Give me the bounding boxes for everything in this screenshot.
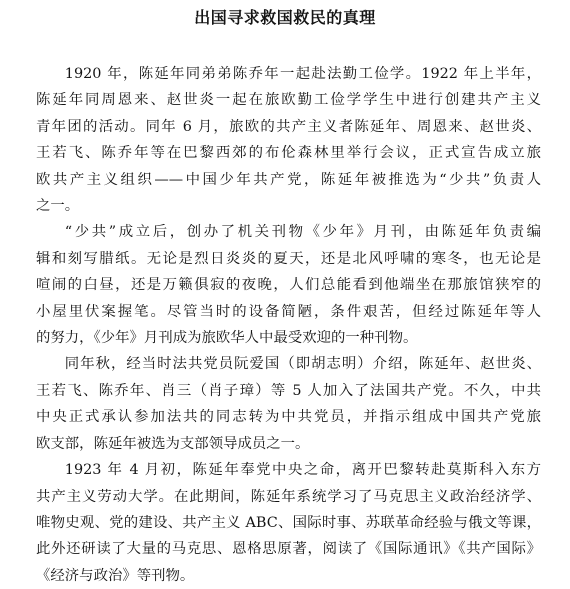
- paragraph-2: [36, 219, 541, 351]
- text-line: 共产主义劳动大学。在此期间，陈延年系统学习了马克思主义政治经济学、: [36, 488, 541, 505]
- text-line: 喧闹的白昼，还是万籁俱寂的夜晚，人们总能看到他端坐在那旅馆狭窄的: [36, 277, 541, 294]
- text-line: 欧共产主义组织——中国少年共产党，陈延年被推选为“少共”负责人: [36, 171, 541, 188]
- text-line: 王若飞、陈乔年等在巴黎西郊的布伦森林里举行会议，正式宣告成立旅: [36, 145, 541, 162]
- text-line: 《经济与政治》等刊物。: [36, 567, 195, 584]
- text-line: 唯物史观、党的建设、共产主义 ABC、国际时事、苏联革命经验与俄文等课，: [36, 514, 541, 531]
- text-line: 辑和刻写腊纸。无论是烈日炎炎的夏天，还是北风呼啸的寒冬，也无论是: [36, 250, 541, 267]
- text-line: 之一。: [36, 198, 80, 215]
- text-line: 1923 年 4 月初，陈延年奉党中央之命，离开巴黎转赴莫斯科入东方: [64, 462, 541, 479]
- article-body: [36, 61, 541, 589]
- text-line: 此外还研读了大量的马克思、恩格思原著，阅读了《国际通讯》《共产国际》: [36, 541, 541, 558]
- paragraph-4: [36, 457, 541, 589]
- paragraph-1: [36, 61, 541, 219]
- paragraph-3: [36, 351, 541, 457]
- text-line: 陈延年同周恩来、赵世炎一起在旅欧勤工俭学学生中进行创建共产主义: [36, 92, 541, 109]
- text-line: 同年秋，经当时法共党员阮爱国（即胡志明）介绍，陈延年、赵世炎、: [64, 356, 541, 373]
- text-line: 欧支部，陈延年被选为支部领导成员之一。: [36, 435, 310, 452]
- text-line: 的努力，《少年》月刊成为旅欧华人中最受欢迎的一种刊物。: [36, 330, 418, 347]
- text-line: 王若飞、陈乔年、肖三（肖子璋）等 5 人加入了法国共产党。不久，中共: [36, 382, 541, 399]
- text-line: 中央正式承认参加法共的同志转为中共党员，并指示组成中国共产党旅: [36, 409, 541, 426]
- text-line: 青年团的活动。同年 6 月，旅欧的共产主义者陈延年、周恩来、赵世炎、: [36, 118, 541, 135]
- text-line: 小屋里伏案握笔。尽管当时的设备简陋，条件艰苦，但经过陈延年等人: [36, 303, 541, 320]
- text-line: 1920 年，陈延年同弟弟陈乔年一起赴法勤工俭学。1922 年上半年，: [64, 66, 541, 82]
- page-title: 出国寻求救国救民的真理: [194, 8, 376, 27]
- text-line: “少共”成立后，创办了机关刊物《少年》月刊，由陈延年负责编: [64, 224, 541, 241]
